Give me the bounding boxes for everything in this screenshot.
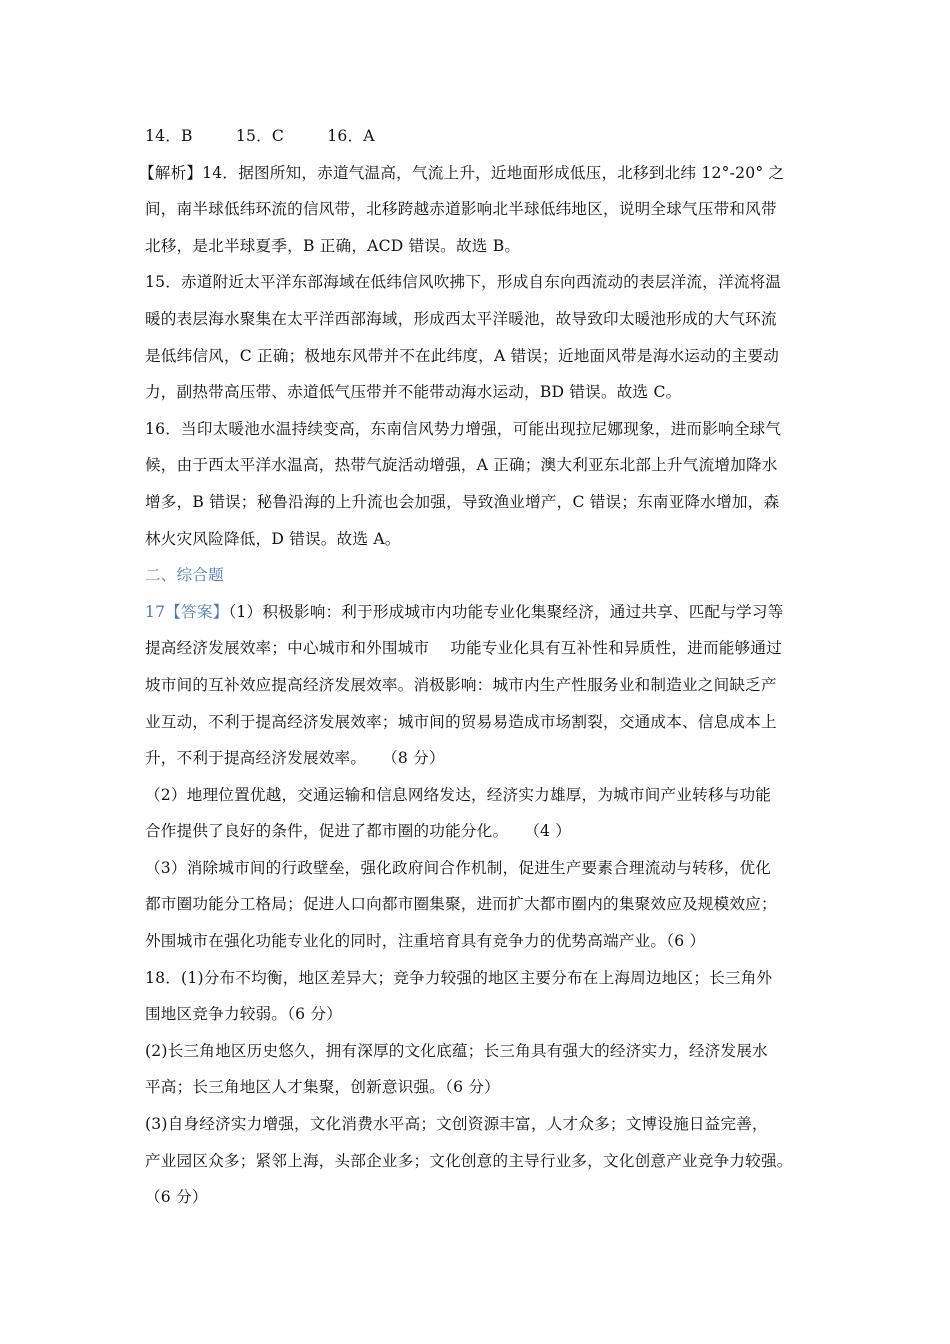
q17-line-10: 外围城市在强化功能专业化的同时，注重培育具有竞争力的优势高端产业。（6 ） — [145, 932, 706, 951]
q17-line-6: （2）地理位置优越，交通运输和信息网络发达，经济实力雄厚，为城市间产业转移与功能 — [145, 785, 772, 804]
q18-line-6: 产业园区众多；紧邻上海，头部企业多；文化创意的主导行业多，文化创意产业竞争力较强。 — [145, 1151, 793, 1170]
q17-line-4: 业互动，不利于提高经济发展效率；城市间的贸易易造成市场割裂，交通成本、信息成本上 — [145, 712, 777, 731]
q18-line-2: 围地区竞争力较弱。（6 分） — [145, 1005, 343, 1024]
answer-16: 16．A — [327, 127, 375, 145]
q17-line-8: （3）消除城市间的行政壁垒，强化政府间合作机制，促进生产要素合理流动与转移，优化 — [145, 858, 772, 877]
q17-answer-label: 17【答案】 — [145, 602, 229, 621]
document-page — [139, 118, 821, 1216]
q17-line-9: 都市圈功能分工格局；促进人口向都市圈集聚，进而扩大都市圈内的集聚效应及规模效应； — [145, 895, 777, 914]
q17-line-3: 坡市间的互补效应提高经济发展效率。消极影响：城市内生产性服务业和制造业之间缺乏产 — [145, 675, 777, 694]
analysis-line-9: 候，由于西太平洋水温高，热带气旋活动增强，A 正确；澳大利亚东北部上升气流增加降水 — [145, 456, 778, 475]
section-heading: 二、综合题 — [145, 566, 224, 585]
analysis-line-8: 16．当印太暖池水温持续变高，东南信风势力增强，可能出现拉尼娜现象，进而影响全球气 — [145, 419, 782, 438]
analysis-line-10: 增多，B 错误；秘鲁沿海的上升流也会加强，导致渔业增产，C 错误；东南亚降水增加，森 — [145, 492, 780, 511]
answer-15: 15．C — [235, 127, 285, 145]
q17-line-1 — [145, 594, 821, 631]
analysis-line-11: 林火灾风险降低，D 错误。故选 A。 — [145, 529, 401, 548]
q17-line-7: 合作提供了良好的条件，促进了都市圈的功能分化。 （4 ） — [145, 822, 572, 841]
analysis-line-5: 暖的表层海水聚集在太平洋西部海域，形成西太平洋暖池，故导致印太暖池形成的大气环流 — [145, 309, 777, 328]
analysis-line-2: 间，南半球低纬环流的信风带，北移跨越赤道影响北半球低纬地区，说明全球气压带和风带 — [145, 200, 777, 219]
q17-line-1-text: （1）积极影响：利于形成城市内功能专业化集聚经济，通过共享、匹配与学习等 — [228, 602, 784, 621]
analysis-line-7: 力，副热带高压带、赤道低气压带并不能带动海水运动，BD 错误。故选 C。 — [145, 383, 682, 402]
q17-line-2: 提高经济发展效率；中心城市和外围城市 功能专业化具有互补性和异质性，进而能够通过 — [145, 639, 782, 658]
answer-line-14-16 — [145, 118, 821, 155]
answer-14: 14．B — [145, 127, 193, 145]
analysis-line-4: 15．赤道附近太平洋东部海域在低纬信风吹拂下，形成自东向西流动的表层洋流，洋流将温 — [145, 273, 782, 292]
q18-line-5: (3)自身经济实力增强，文化消费水平高；文创资源丰富，人才众多；文博设施日益完善， — [145, 1115, 768, 1134]
q18-line-1: 18．(1)分布不均衡，地区差异大；竞争力较强的地区主要分布在上海周边地区；长三角外 — [145, 968, 773, 987]
q18-line-7: （6 分） — [145, 1188, 208, 1207]
analysis-line-1: 【解析】14．据图所知，赤道气温高，气流上升，近地面形成低压，北移到北纬 12°-20° 之 — [139, 163, 785, 182]
q17-line-5: 升，不利于提高经济发展效率。 （8 分） — [145, 749, 445, 768]
analysis-line-3: 北移，是北半球夏季，B 正确，ACD 错误。故选 B。 — [145, 236, 521, 255]
q18-line-4: 平高；长三角地区人才集聚，创新意识强。（6 分） — [145, 1078, 500, 1097]
q18-line-3: (2)长三角地区历史悠久，拥有深厚的文化底蕴；长三角具有强大的经济实力，经济发展水 — [145, 1041, 768, 1060]
analysis-line-6: 是低纬信风，C 正确；极地东风带并不在此纬度，A 错误；近地面风带是海水运动的主要动 — [145, 346, 780, 365]
